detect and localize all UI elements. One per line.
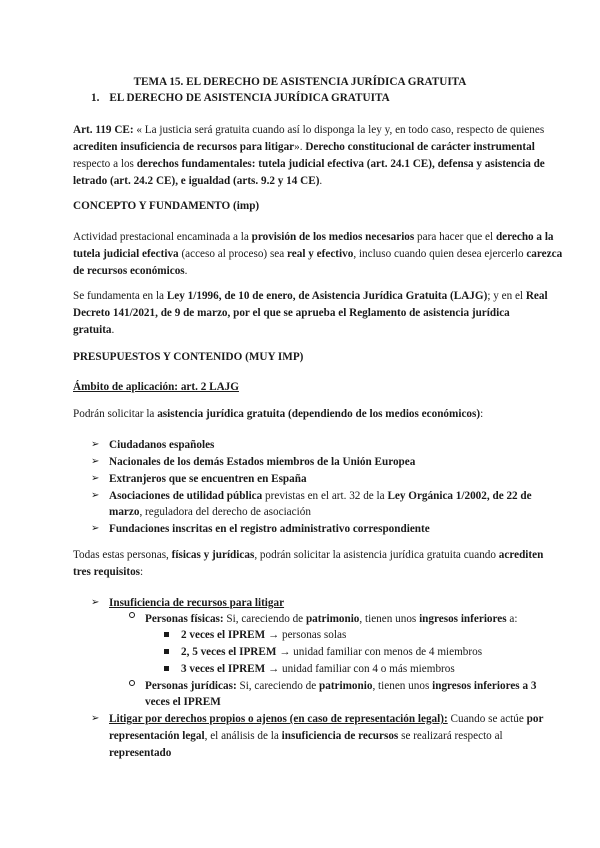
arrow-bullet-icon: ➢	[91, 473, 100, 484]
iprem-item: 2 veces el IPREM → personas solas	[181, 629, 347, 641]
art119-line-4: letrado (art. 24.2 CE), e igualdad (arts. 9.2 y 14 CE).	[73, 175, 323, 187]
litigar-line-2: representación legal, el análisis de la insuficiencia de recursos se realizará respecto al	[109, 730, 503, 742]
bullet-item: Nacionales de los demás Estados miembros de la Unión Europea	[109, 456, 416, 468]
square-bullet-icon	[164, 632, 169, 637]
art119-line-2: acrediten insuficiencia de recursos para litigar». Derecho constitucional de carácter instrumental	[73, 141, 535, 153]
requisitos-line-2: tres requisitos:	[73, 566, 144, 578]
arrow-right-icon: →	[279, 646, 291, 658]
iprem-item: 3 veces el IPREM → unidad familiar con 4 o más miembros	[181, 663, 455, 675]
document-title: TEMA 15. EL DERECHO DE ASISTENCIA JURÍDICA GRATUITA	[133, 76, 467, 88]
bullet-item: Ciudadanos españoles	[109, 439, 215, 451]
litigar-line-3: representado	[109, 747, 172, 759]
arrow-right-icon: →	[268, 629, 280, 641]
bullet-item: Asociaciones de utilidad pública previstas en el art. 32 de la Ley Orgánica 1/2002, de 22 de	[109, 490, 532, 502]
concepto-heading: CONCEPTO Y FUNDAMENTO (imp)	[73, 200, 260, 212]
litigar-line-1: Litigar por derechos propios o ajenos (en caso de representación legal): Cuando se actúe por	[109, 713, 544, 725]
insuficiencia-heading: Insuficiencia de recursos para litigar	[109, 597, 285, 609]
arrow-right-icon: →	[268, 663, 280, 675]
concepto-line-1: Actividad prestacional encaminada a la provisión de los medios necesarios para hacer que el derecho a la	[73, 231, 554, 243]
arrow-bullet-icon: ➢	[91, 456, 100, 467]
personas-fisicas-line: Personas físicas: Si, careciendo de patrimonio, tienen unos ingresos inferiores a:	[145, 613, 518, 625]
personas-juridicas-continuation: veces el IPREM	[145, 696, 221, 708]
concepto-line-3: de recursos económicos.	[73, 265, 188, 277]
arrow-bullet-icon: ➢	[91, 713, 100, 724]
presupuestos-intro: Podrán solicitar la asistencia jurídica gratuita (dependiendo de los medios económicos):	[73, 408, 484, 420]
fundamento-line-3: gratuita.	[73, 324, 115, 336]
section-1-heading: 1. EL DERECHO DE ASISTENCIA JURÍDICA GRATUITA	[91, 92, 390, 104]
bullet-item-continuation: marzo, reguladora del derecho de asociación	[109, 506, 311, 518]
iprem-item: 2, 5 veces el IPREM → unidad familiar con menos de 4 miembros	[181, 646, 483, 658]
requisitos-line-1: Todas estas personas, físicas y jurídicas, podrán solicitar la asistencia jurídica gratuita cuando acrediten	[73, 549, 544, 561]
arrow-bullet-icon: ➢	[91, 523, 100, 534]
circle-bullet-icon	[129, 680, 135, 686]
fundamento-line-2: Decreto 141/2021, de 9 de marzo, por el que se aprueba el Reglamento de asistencia jurídica	[73, 307, 510, 319]
bullet-item: Extranjeros que se encuentren en España	[109, 473, 307, 485]
square-bullet-icon	[164, 666, 169, 671]
arrow-bullet-icon: ➢	[91, 597, 100, 608]
art119-line-1: Art. 119 CE: « La justicia será gratuita cuando así lo disponga la ley y, en todo caso, respecto de quienes	[73, 124, 545, 136]
arrow-bullet-icon: ➢	[91, 490, 100, 501]
art119-line-3: respecto a los derechos fundamentales: tutela judicial efectiva (art. 24.1 CE), defensa y asistencia de	[73, 158, 545, 170]
arrow-bullet-icon: ➢	[91, 439, 100, 450]
presupuestos-heading: PRESUPUESTOS Y CONTENIDO (MUY IMP)	[73, 351, 304, 363]
fundamento-line-1: Se fundamenta en la Ley 1/1996, de 10 de enero, de Asistencia Jurídica Gratuita (LAJG); y en el Real	[73, 290, 548, 302]
concepto-line-2: tutela judicial efectiva (acceso al proceso) sea real y efectivo, incluso cuando quien desea ejercerlo carezca	[73, 248, 563, 260]
circle-bullet-icon	[129, 612, 135, 618]
ambito-heading: Ámbito de aplicación: art. 2 LAJG	[73, 381, 239, 393]
square-bullet-icon	[164, 649, 169, 654]
personas-juridicas-line: Personas jurídicas: Si, careciendo de patrimonio, tienen unos ingresos inferiores a 3	[145, 680, 537, 692]
bullet-item: Fundaciones inscritas en el registro administrativo correspondiente	[109, 523, 430, 535]
